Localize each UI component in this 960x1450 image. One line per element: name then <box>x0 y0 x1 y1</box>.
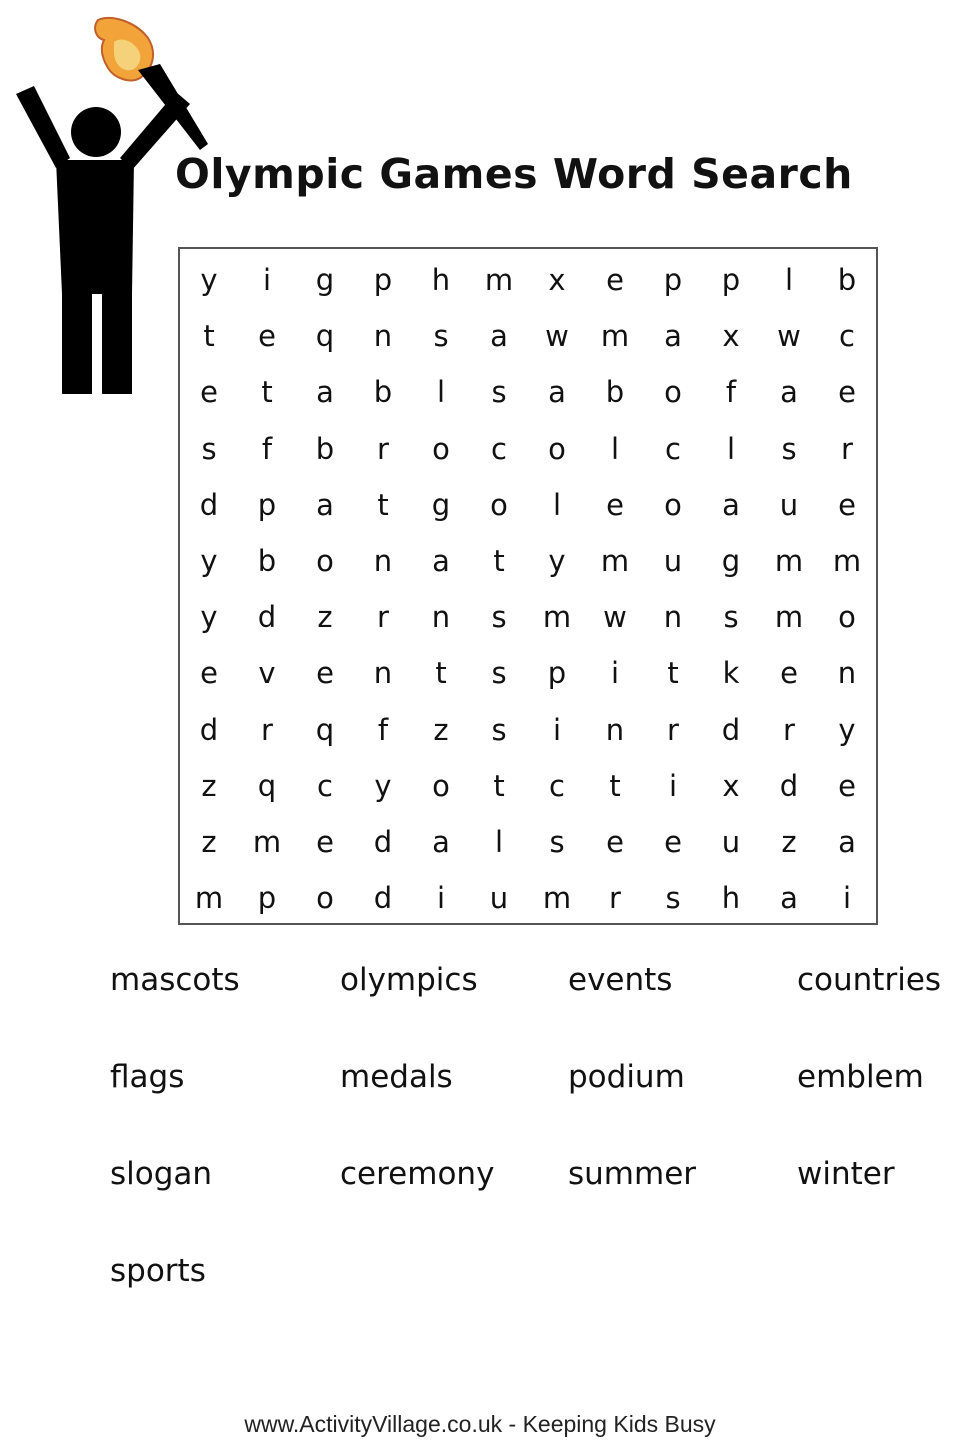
word-list-item: mascots <box>110 962 240 998</box>
grid-letter[interactable]: m <box>774 600 804 635</box>
grid-letter[interactable]: i <box>842 881 852 916</box>
grid-letter[interactable]: a <box>432 544 450 578</box>
grid-letter[interactable]: i <box>552 712 562 747</box>
grid-letter[interactable]: p <box>721 263 741 297</box>
grid-letter[interactable]: r <box>609 881 621 916</box>
grid-letter[interactable]: x <box>548 263 566 297</box>
grid-letter[interactable]: t <box>377 487 389 522</box>
grid-letter[interactable]: e <box>316 825 334 859</box>
grid-letter[interactable]: e <box>838 375 856 410</box>
footer-credit: www.ActivityVillage.co.uk - Keeping Kids Busy <box>244 1411 716 1437</box>
grid-letter[interactable]: i <box>262 263 272 297</box>
grid-letter[interactable]: s <box>491 375 507 410</box>
word-list-item: flags <box>110 1059 185 1095</box>
word-search-grid <box>178 247 878 925</box>
grid-letter[interactable]: k <box>722 656 740 691</box>
grid-letter[interactable]: o <box>316 544 334 578</box>
grid-letter[interactable]: c <box>839 319 855 354</box>
grid-letter[interactable]: u <box>663 544 683 578</box>
grid-letter[interactable]: e <box>780 656 798 691</box>
grid-letter[interactable]: r <box>841 431 853 466</box>
grid-letter[interactable]: e <box>258 319 276 354</box>
grid-letter[interactable]: s <box>781 431 797 466</box>
grid-letter[interactable]: n <box>605 712 625 747</box>
grid-letter[interactable]: z <box>317 600 333 635</box>
grid-letter[interactable]: y <box>838 712 856 747</box>
grid-letter[interactable]: t <box>261 375 273 410</box>
grid-letter[interactable]: n <box>663 600 683 635</box>
word-list-item: events <box>568 962 673 998</box>
grid-letter[interactable]: d <box>373 825 393 859</box>
grid-letter[interactable]: a <box>722 487 740 522</box>
grid-letter[interactable]: s <box>491 600 507 635</box>
word-list-item: olympics <box>340 962 478 998</box>
grid-letter[interactable]: t <box>609 768 621 803</box>
grid-letter[interactable]: n <box>837 656 857 691</box>
grid-letter[interactable]: m <box>542 881 572 916</box>
word-list-item: winter <box>797 1156 895 1192</box>
grid-letter[interactable]: w <box>777 319 801 354</box>
grid-letter[interactable]: n <box>373 544 393 578</box>
grid-letter[interactable]: m <box>832 544 862 578</box>
grid-letter[interactable]: s <box>723 600 739 635</box>
grid-letter[interactable]: m <box>542 600 572 635</box>
word-list-item: slogan <box>110 1156 213 1192</box>
grid-letter[interactable]: m <box>600 319 630 354</box>
page-title: Olympic Games Word Search <box>175 150 853 198</box>
grid-letter[interactable]: f <box>725 375 737 410</box>
grid-letter[interactable]: w <box>603 600 627 635</box>
grid-letter[interactable]: t <box>203 319 215 354</box>
grid-letter[interactable]: p <box>257 881 277 916</box>
grid-letter[interactable]: l <box>726 431 736 466</box>
grid-letter[interactable]: b <box>837 263 857 297</box>
grid-letter[interactable]: h <box>431 263 451 297</box>
grid-letter[interactable]: f <box>377 712 389 747</box>
grid-letter[interactable]: d <box>779 768 799 803</box>
grid-letter[interactable]: o <box>838 600 856 635</box>
grid-letter[interactable]: e <box>606 263 624 297</box>
grid-letter[interactable]: r <box>783 712 795 747</box>
grid-letter[interactable]: s <box>491 712 507 747</box>
grid-letter[interactable]: o <box>664 375 682 410</box>
grid-letter[interactable]: a <box>780 881 798 916</box>
grid-letter[interactable]: n <box>373 319 393 354</box>
grid-letter[interactable]: s <box>491 656 507 691</box>
grid-letter[interactable]: p <box>257 487 277 522</box>
grid-letter[interactable]: c <box>549 768 565 803</box>
grid-letter[interactable]: a <box>838 825 856 859</box>
grid-letter[interactable]: x <box>722 319 740 354</box>
word-list-item: ceremony <box>340 1156 495 1192</box>
grid-letter[interactable]: z <box>433 712 449 747</box>
grid-letter[interactable]: t <box>667 656 679 691</box>
word-list-item: summer <box>568 1156 697 1192</box>
grid-letter[interactable]: e <box>200 375 218 410</box>
grid-letter[interactable]: a <box>490 319 508 354</box>
grid-letter[interactable]: l <box>610 431 620 466</box>
grid-letter[interactable]: n <box>373 656 393 691</box>
grid-letter[interactable]: y <box>200 600 218 635</box>
grid-letter[interactable]: e <box>664 825 682 859</box>
grid-letter[interactable]: i <box>436 881 446 916</box>
grid-letter[interactable]: o <box>432 768 450 803</box>
grid-letter[interactable]: t <box>493 544 505 578</box>
grid-letter[interactable]: d <box>199 487 219 522</box>
grid-letter[interactable]: e <box>606 825 624 859</box>
grid-letter[interactable]: o <box>432 431 450 466</box>
grid-letter[interactable]: x <box>722 768 740 803</box>
grid-letter[interactable]: u <box>779 487 799 522</box>
grid-letter[interactable]: i <box>610 656 620 691</box>
grid-letter[interactable]: e <box>606 487 624 522</box>
grid-letter[interactable]: n <box>431 600 451 635</box>
grid-letter[interactable]: a <box>780 375 798 410</box>
grid-letter[interactable]: e <box>200 656 218 691</box>
grid-letter[interactable]: r <box>377 600 389 635</box>
grid-letter[interactable]: t <box>493 768 505 803</box>
grid-letter[interactable]: d <box>257 600 277 635</box>
grid-letter[interactable]: o <box>490 487 508 522</box>
grid-letter[interactable]: y <box>200 263 218 297</box>
grid-letter[interactable]: s <box>665 881 681 916</box>
grid-letter[interactable]: h <box>721 881 741 916</box>
grid-letter[interactable]: a <box>316 487 334 522</box>
grid-letter[interactable]: e <box>838 487 856 522</box>
grid-letter[interactable]: a <box>316 375 334 410</box>
word-list-item: countries <box>797 962 942 998</box>
grid-letter[interactable]: g <box>315 263 335 297</box>
grid-letter[interactable]: m <box>194 881 224 916</box>
word-list-item: sports <box>110 1253 206 1289</box>
grid-letter[interactable]: f <box>261 431 273 466</box>
grid-letter[interactable]: o <box>548 431 566 466</box>
grid-letter[interactable]: o <box>664 487 682 522</box>
grid-letter[interactable]: s <box>549 825 565 859</box>
grid-letter[interactable]: y <box>200 544 218 578</box>
grid-letter[interactable]: u <box>489 881 509 916</box>
grid-letter[interactable]: p <box>373 263 393 297</box>
grid-letter[interactable]: z <box>201 768 217 803</box>
grid-letter[interactable]: d <box>721 712 741 747</box>
grid-letter[interactable]: d <box>199 712 219 747</box>
grid-letter[interactable]: m <box>484 263 514 297</box>
grid-letter[interactable]: q <box>315 319 335 354</box>
grid-letter[interactable]: b <box>605 375 625 410</box>
grid-letter[interactable]: l <box>784 263 794 297</box>
grid-letter[interactable]: o <box>316 881 334 916</box>
grid-letter[interactable]: t <box>435 656 447 691</box>
grid-letter[interactable]: p <box>663 263 683 297</box>
grid-letter[interactable]: m <box>600 544 630 578</box>
grid-letter[interactable]: z <box>201 825 217 859</box>
word-list-item: emblem <box>797 1059 924 1095</box>
grid-letter[interactable]: b <box>257 544 277 578</box>
grid-letter[interactable]: g <box>721 544 741 578</box>
grid-letter[interactable]: l <box>552 487 562 522</box>
grid-letter[interactable]: a <box>664 319 682 354</box>
grid-letter[interactable]: c <box>665 431 681 466</box>
grid-letter[interactable]: e <box>838 768 856 803</box>
grid-letter[interactable]: a <box>548 375 566 410</box>
grid-letter[interactable]: c <box>317 768 333 803</box>
grid-letter[interactable]: m <box>252 825 282 859</box>
grid-letter[interactable]: q <box>315 712 335 747</box>
grid-letter[interactable]: s <box>201 431 217 466</box>
grid-letter[interactable]: i <box>668 768 678 803</box>
grid-letter[interactable]: g <box>431 487 451 522</box>
grid-letter[interactable]: r <box>377 431 389 466</box>
grid-letter[interactable]: d <box>373 881 393 916</box>
grid-letter[interactable]: r <box>261 712 273 747</box>
grid-letter[interactable]: m <box>774 544 804 578</box>
grid-letter[interactable]: y <box>548 544 566 578</box>
grid-letter[interactable]: e <box>316 656 334 691</box>
grid-letter[interactable]: v <box>258 656 276 691</box>
grid-letter[interactable]: y <box>374 768 392 803</box>
grid-letter[interactable]: r <box>667 712 679 747</box>
grid-letter[interactable]: q <box>257 768 277 803</box>
grid-letter[interactable]: w <box>545 319 569 354</box>
grid-letter[interactable]: l <box>436 375 446 410</box>
grid-letter[interactable]: a <box>432 825 450 859</box>
grid-letter[interactable]: s <box>433 319 449 354</box>
grid-letter[interactable]: z <box>781 825 797 859</box>
grid-letter[interactable]: c <box>491 431 507 466</box>
grid-letter[interactable]: b <box>315 431 335 466</box>
grid-letter[interactable]: u <box>721 825 741 859</box>
grid-letter[interactable]: b <box>373 375 393 410</box>
grid-letter[interactable]: l <box>494 825 504 859</box>
word-list-item: podium <box>568 1059 685 1095</box>
grid-letter[interactable]: p <box>547 656 567 691</box>
word-list-item: medals <box>340 1059 453 1095</box>
